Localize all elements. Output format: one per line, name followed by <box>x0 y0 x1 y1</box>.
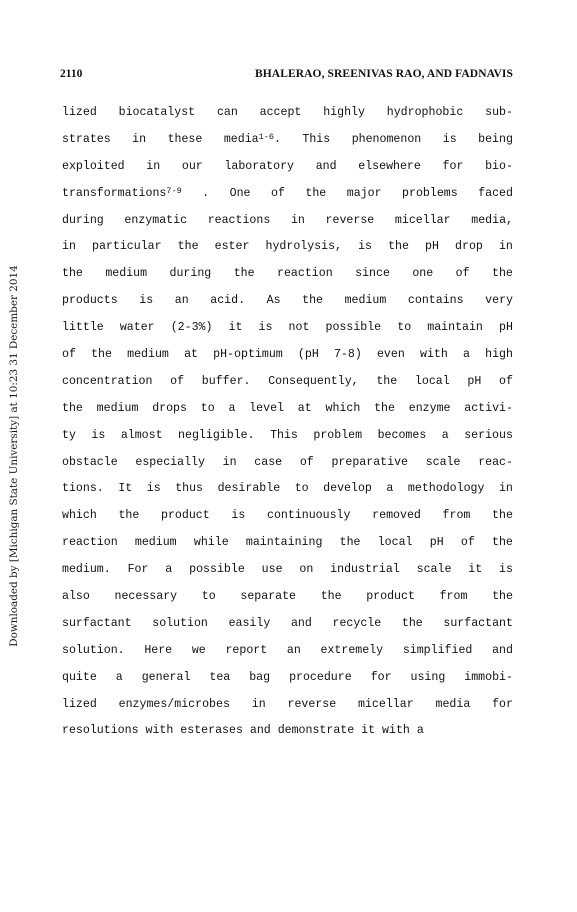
text-line <box>62 530 513 557</box>
word: strates <box>62 132 111 146</box>
word: the <box>492 536 513 550</box>
running-head: BHALERAO, SREENIVAS RAO, AND FADNAVIS <box>254 68 513 80</box>
word: pH <box>467 374 482 388</box>
word: activi- <box>464 401 513 415</box>
word: a <box>463 348 470 362</box>
word: easily <box>228 616 271 630</box>
text-line <box>62 692 513 719</box>
word: and <box>290 616 312 630</box>
word: lized <box>62 697 97 711</box>
word: for <box>370 670 392 684</box>
word: This <box>302 132 331 146</box>
word: the <box>305 186 327 200</box>
word: Here <box>144 643 173 657</box>
word: is <box>258 321 273 335</box>
text-line <box>62 718 513 745</box>
word: media, <box>471 213 513 227</box>
word: our <box>181 159 203 173</box>
word: enzymes/microbes <box>118 697 230 711</box>
word: a <box>416 724 424 738</box>
word: 7-8) <box>333 348 362 362</box>
word: is <box>499 563 513 577</box>
text-line <box>62 234 513 261</box>
word: reaction <box>62 536 118 550</box>
word: phenomenon <box>351 132 422 146</box>
word: the <box>302 294 323 308</box>
word: a <box>228 401 236 415</box>
word: ester <box>214 240 250 254</box>
citation-superscript: 7-9 <box>166 185 182 196</box>
word: not <box>288 321 310 335</box>
word: the <box>233 267 255 281</box>
word: during <box>169 267 212 281</box>
word: is <box>146 482 161 496</box>
word: even <box>376 348 405 362</box>
word: ty <box>62 428 76 442</box>
word: also <box>62 590 90 604</box>
word: a <box>441 428 449 442</box>
word: of <box>270 186 285 200</box>
word: Consequently, <box>268 374 359 388</box>
word: to <box>294 482 309 496</box>
text-line <box>62 584 513 611</box>
word: removed <box>372 509 421 523</box>
word: which <box>62 509 97 523</box>
word: the <box>374 401 395 415</box>
page-number: 2110 <box>60 68 83 80</box>
word: local <box>414 374 450 388</box>
text-line <box>62 665 513 692</box>
word: acid. <box>210 294 246 308</box>
word: buffer. <box>201 374 251 388</box>
word: exploited <box>62 159 125 173</box>
word: and <box>492 643 513 657</box>
word: product <box>161 509 210 523</box>
word: product <box>366 590 415 604</box>
word: procedure <box>289 670 352 684</box>
word: micellar <box>394 213 451 227</box>
page-header <box>60 68 513 84</box>
word: biocatalyst <box>118 106 196 119</box>
word: of <box>170 374 185 388</box>
text-line <box>62 208 513 235</box>
word: while <box>193 536 229 550</box>
word: from <box>439 590 468 604</box>
citation-superscript: 1-6 <box>258 131 274 142</box>
word: report <box>225 643 268 657</box>
word: This <box>270 428 298 442</box>
word: reac- <box>478 455 513 469</box>
word: a <box>115 670 123 684</box>
word: preparative <box>331 455 408 469</box>
word: solution <box>152 616 208 630</box>
word: serious <box>464 428 513 442</box>
word: in <box>251 697 266 711</box>
word: continuously <box>266 509 351 523</box>
word: high <box>485 348 513 362</box>
word: contains <box>407 294 464 308</box>
word: (2-3%) <box>170 321 213 335</box>
word: problem <box>313 428 363 442</box>
word: simplified <box>402 643 473 657</box>
word: bag <box>249 670 271 684</box>
word: separate <box>240 590 297 604</box>
word: the <box>339 536 361 550</box>
word: at <box>184 348 198 362</box>
word: to <box>200 401 215 415</box>
word: in <box>290 213 305 227</box>
word: little <box>62 321 104 335</box>
word: case <box>254 455 283 469</box>
word: it <box>361 724 376 738</box>
word: these <box>167 132 203 146</box>
word: major <box>346 186 382 200</box>
word: becomes <box>377 428 427 442</box>
word: since <box>355 267 390 281</box>
word: bio- <box>485 159 513 173</box>
word: maintaining <box>245 536 323 550</box>
word: in <box>146 159 161 173</box>
word: . <box>202 186 210 200</box>
word: the <box>320 590 342 604</box>
word: with <box>145 724 174 738</box>
word: of <box>62 348 76 362</box>
word: drop <box>455 240 483 254</box>
word: desirable <box>217 482 281 496</box>
word: medium <box>127 348 169 362</box>
word: for <box>492 697 513 711</box>
word: surfactant <box>62 616 132 630</box>
word: an <box>174 294 189 308</box>
word: it <box>468 563 483 577</box>
word: reactions <box>207 213 271 227</box>
word: is <box>231 509 246 523</box>
word: almost <box>120 428 163 442</box>
word: possible <box>325 321 382 335</box>
word: reverse <box>325 213 375 227</box>
word: the <box>376 374 398 388</box>
word: in <box>62 240 76 254</box>
word: pH-optimum <box>213 348 283 362</box>
word: the <box>388 240 409 254</box>
word: being <box>478 132 513 146</box>
word: problems <box>402 186 458 200</box>
text-line <box>62 557 513 584</box>
word: the <box>62 267 83 281</box>
word: using <box>410 670 446 684</box>
word: from <box>442 509 471 523</box>
word: reaction <box>277 267 333 281</box>
text-line <box>62 396 513 423</box>
word: the <box>492 267 513 281</box>
word: accept <box>259 106 302 119</box>
word: with <box>382 724 410 738</box>
word: laboratory <box>224 159 295 173</box>
word: use <box>261 563 283 577</box>
word: industrial <box>330 563 400 577</box>
word: recycle <box>332 616 382 630</box>
word: sub- <box>485 106 513 119</box>
word: and <box>249 724 271 738</box>
word: reverse <box>287 697 337 711</box>
word: medium <box>105 267 148 281</box>
word: pH <box>425 240 439 254</box>
word: in <box>498 240 513 254</box>
word: highly <box>323 106 365 119</box>
word: and <box>315 159 337 173</box>
word: lized <box>62 106 97 119</box>
text-line <box>62 315 513 342</box>
text-line <box>62 288 513 315</box>
word: micellar <box>358 697 414 711</box>
word: to <box>397 321 412 335</box>
text-line <box>62 369 513 396</box>
word: immobi- <box>464 670 513 684</box>
word: is <box>358 240 373 254</box>
word: during <box>62 213 104 227</box>
word: tea <box>209 670 231 684</box>
word: the <box>91 348 112 362</box>
text-line <box>62 638 513 665</box>
word: surfactant <box>443 616 513 630</box>
word: local <box>377 536 413 550</box>
word: develop <box>323 482 372 496</box>
word: scale <box>416 563 452 577</box>
word: hydrophobic <box>386 106 464 119</box>
word: concentration <box>62 374 153 388</box>
word: For <box>127 563 149 577</box>
word: quite <box>62 670 97 684</box>
word: extremely <box>320 643 384 657</box>
word: the <box>118 509 140 523</box>
word: methodology <box>407 482 485 496</box>
word: on <box>299 563 314 577</box>
word: necessary <box>114 590 178 604</box>
word: of <box>460 536 475 550</box>
word: pH <box>498 321 513 335</box>
word: of <box>499 374 513 388</box>
text-line <box>62 154 513 181</box>
text-line <box>62 423 513 450</box>
word: is <box>139 294 154 308</box>
word: (pH <box>297 348 319 362</box>
word: in <box>132 132 147 146</box>
text-line <box>62 611 513 638</box>
word: enzyme <box>408 401 451 415</box>
word: obstacle <box>62 455 118 469</box>
text-line <box>62 342 513 369</box>
word: one <box>412 267 434 281</box>
word: enzymatic <box>124 213 188 227</box>
download-watermark-text: Downloaded by [Michigan State University] at 10:23 31 December 2014 <box>8 265 20 647</box>
word: of <box>299 455 314 469</box>
word: esterases <box>180 724 243 738</box>
word: in <box>222 455 237 469</box>
word: media <box>435 697 471 711</box>
word: medium <box>96 401 139 415</box>
word: the <box>492 509 513 523</box>
text-line <box>62 476 513 503</box>
word: a <box>386 482 394 496</box>
word: general <box>141 670 191 684</box>
word: pH <box>429 536 444 550</box>
word: the <box>177 240 199 254</box>
word: thus <box>175 482 204 496</box>
text-line <box>62 127 513 154</box>
word: it <box>228 321 243 335</box>
word: the <box>492 590 513 604</box>
word: hydrolysis, <box>265 240 343 254</box>
word: drops <box>152 401 187 415</box>
body-text <box>62 100 513 745</box>
word: negligible. <box>178 428 255 442</box>
word: a <box>165 563 173 577</box>
word: As <box>266 294 281 308</box>
word: One <box>229 186 251 200</box>
word: very <box>485 294 513 308</box>
text-line <box>62 100 513 127</box>
word: is <box>91 428 106 442</box>
word: medium <box>344 294 387 308</box>
word: in <box>498 482 513 496</box>
word: transformations$^{7-9}$ <box>62 185 182 200</box>
text-line <box>62 503 513 530</box>
word: we <box>191 643 206 657</box>
word: resolutions <box>62 724 139 738</box>
word: medium. <box>62 563 111 577</box>
word: at <box>297 401 312 415</box>
word: especially <box>135 455 205 469</box>
word: can <box>216 106 238 119</box>
word: demonstrate <box>277 724 355 738</box>
text-line <box>62 450 513 477</box>
word: for <box>442 159 464 173</box>
word: with <box>419 348 448 362</box>
word: scale <box>425 455 461 469</box>
word: maintain <box>427 321 483 335</box>
text-line <box>62 261 513 288</box>
word: particular <box>92 240 162 254</box>
word: elsewhere <box>358 159 421 173</box>
word: the <box>401 616 423 630</box>
word: to <box>201 590 216 604</box>
word: which <box>325 401 361 415</box>
word: tions. <box>62 482 104 496</box>
word: of <box>455 267 470 281</box>
text-line <box>62 181 513 208</box>
word: the <box>62 401 83 415</box>
word: possible <box>189 563 245 577</box>
word: an <box>286 643 301 657</box>
word: water <box>119 321 155 335</box>
word: level <box>249 401 285 415</box>
word: It <box>118 482 133 496</box>
word: medium <box>134 536 177 550</box>
word: faced <box>478 186 513 200</box>
word: is <box>442 132 457 146</box>
word: solution. <box>62 643 125 657</box>
word: products <box>62 294 118 308</box>
word: media$^{1-6}$. <box>223 131 281 146</box>
